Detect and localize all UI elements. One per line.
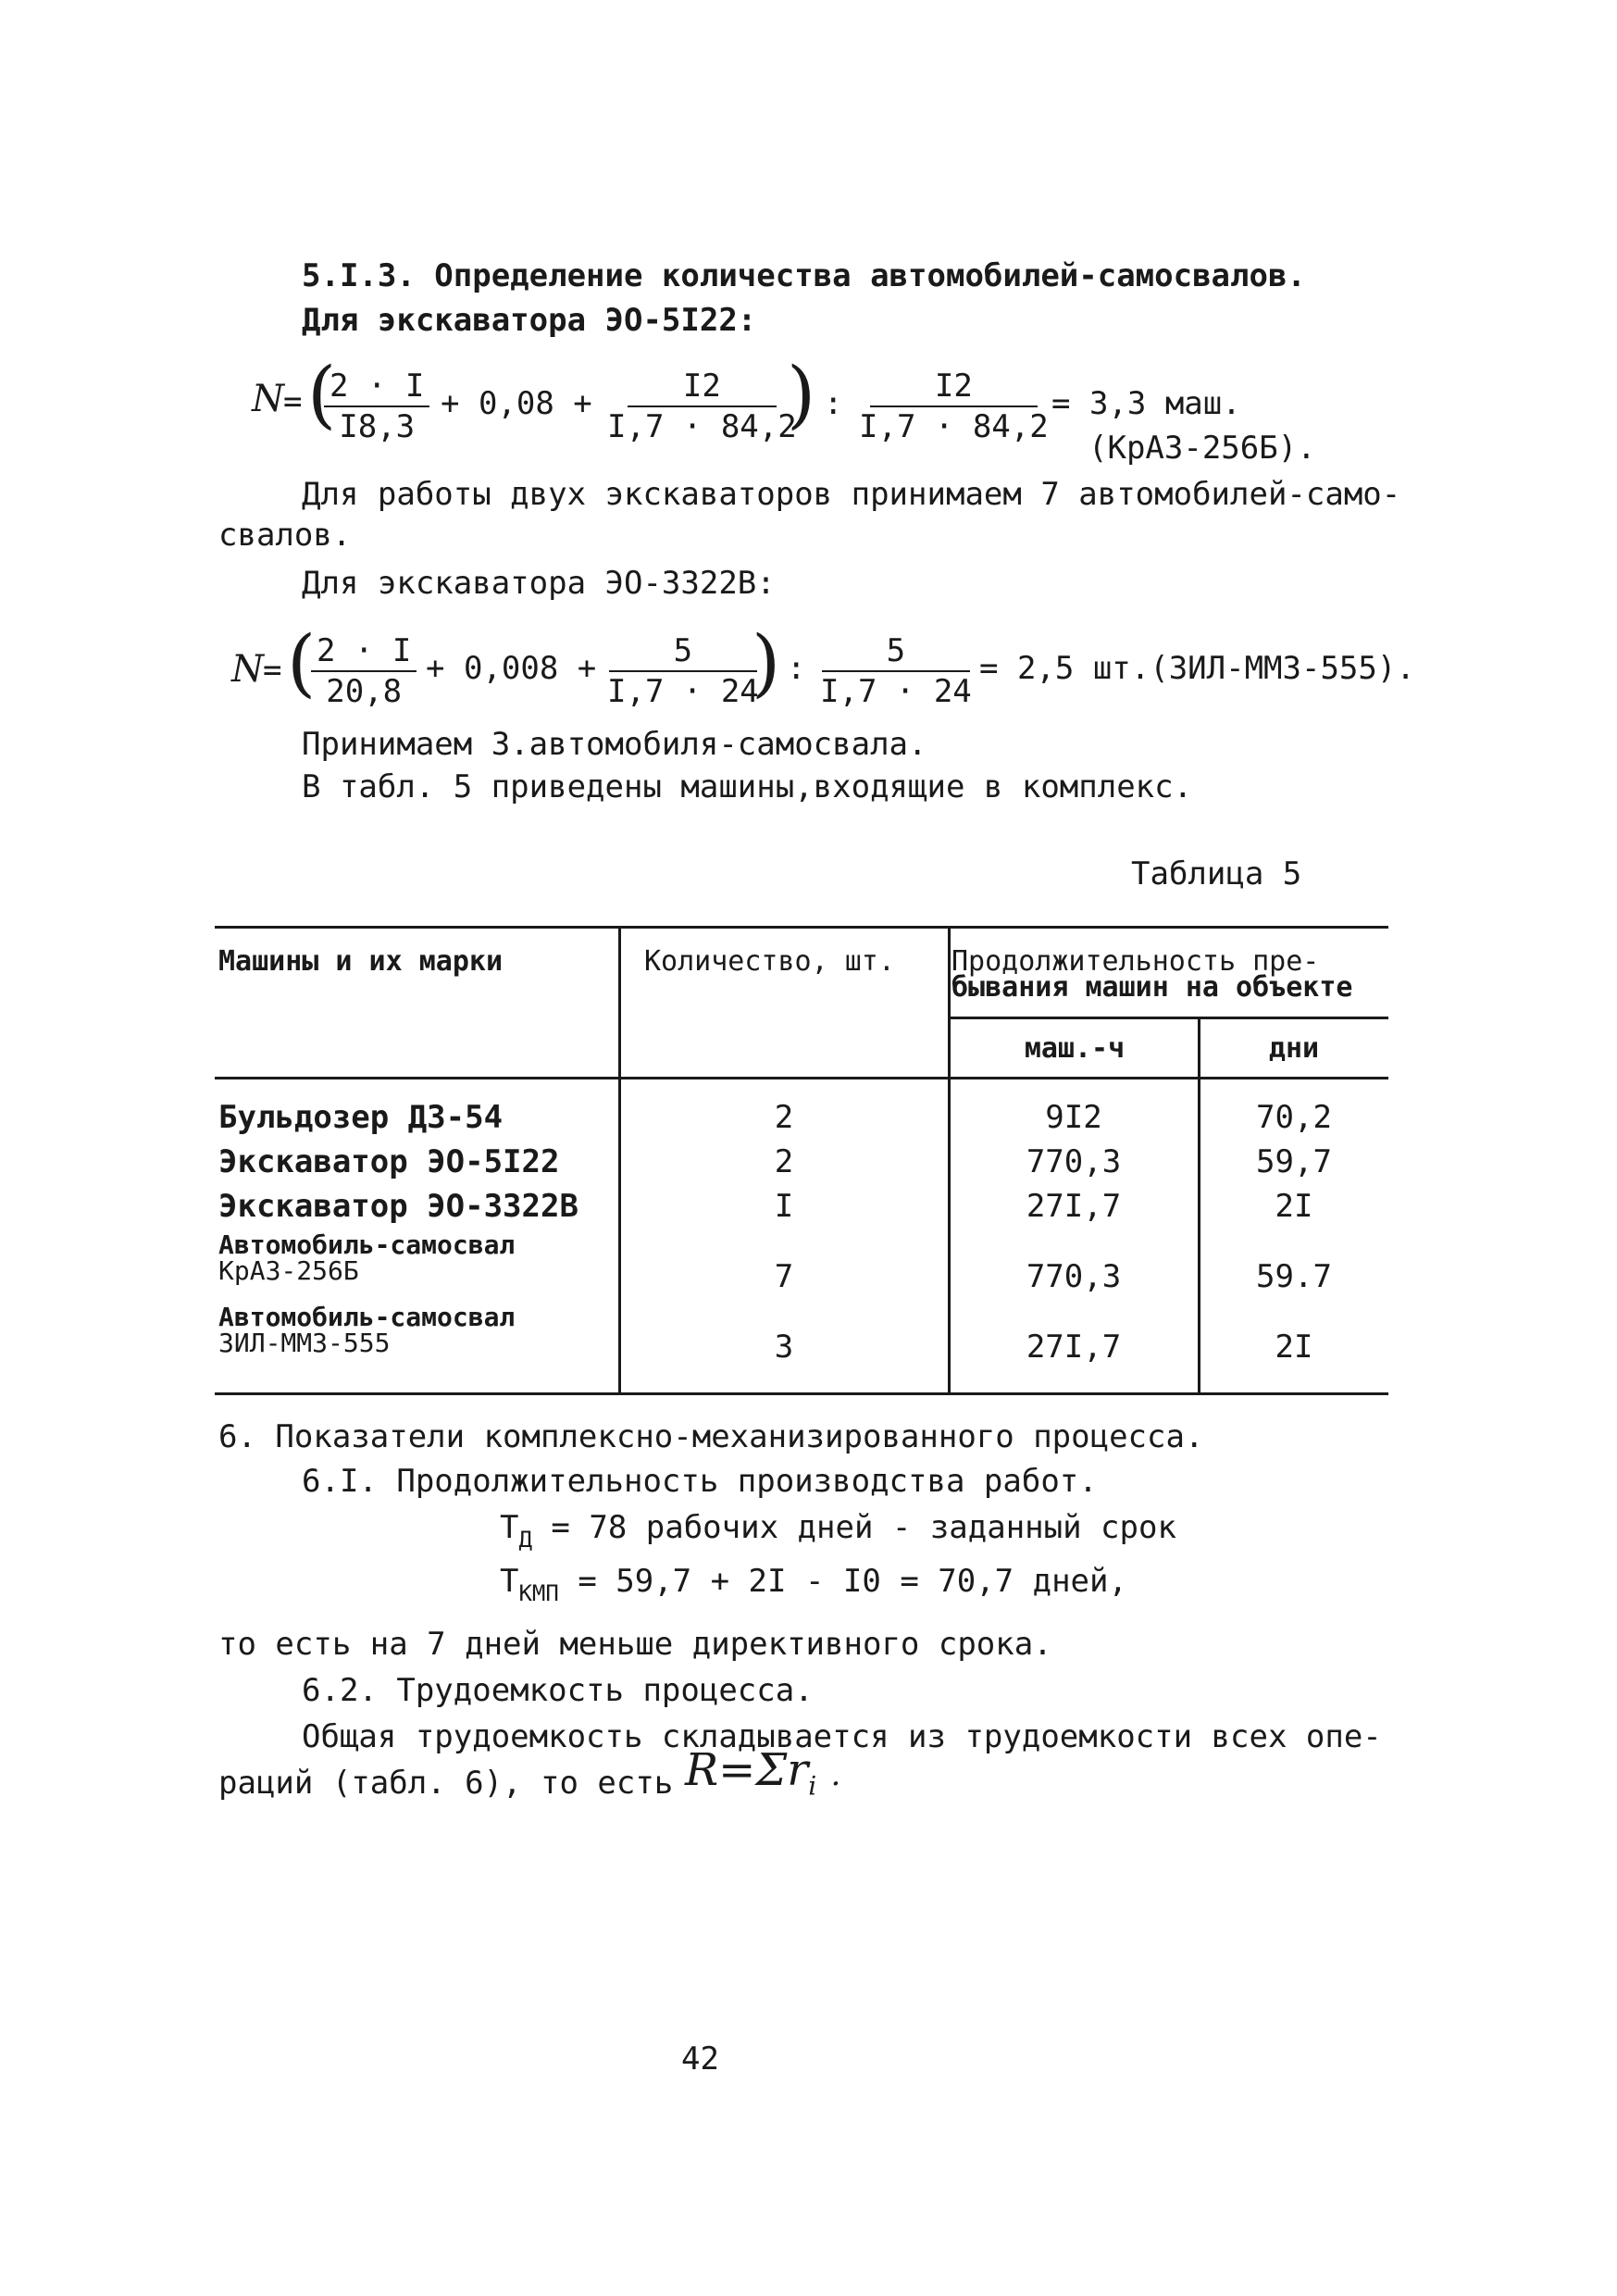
two-excavators-line-1: Для работы двух экскаваторов принимаем 7 автомобилей-само- [302,476,1401,513]
tkmp-subscript: КМП [518,1580,559,1606]
formula-1-lparen: ( [307,351,337,437]
header-duration-line-1: Продолжительность пре- [952,945,1320,978]
row-3-days: 2I [1275,1188,1313,1225]
formula-2-result: = 2,5 шт.(ЗИЛ-ММЗ-555). [979,650,1415,687]
td-rest: = 78 рабочих дней - заданный срок [551,1509,1176,1546]
row-4-qty: 7 [774,1258,794,1295]
section-heading-5-1-3: 5.I.3. Определение количества автомобилей-самосвалов. [302,257,1306,294]
row-4-mash-h: 770,3 [1026,1258,1122,1295]
for-excavator-eo3322: Для экскаватора ЭО-3322В: [302,565,776,602]
formula-2-symbol: N [231,648,264,691]
row-4-name-line-1: Автомобиль-самосвал [218,1229,516,1260]
row-5-name-line-1: Автомобиль-самосвал [218,1302,516,1332]
row-3-qty: I [774,1188,794,1225]
formula-1-symbol: N [252,378,284,420]
formula-2-fraction-3 [815,633,977,709]
two-excavators-line-2: свалов. [218,517,352,554]
formula-1-model: (КрАЗ-256Б). [1088,430,1316,467]
section-heading-6: 6. Показатели комплексно-механизированного процесса. [218,1418,1204,1455]
row-2-name: Экскаватор ЭО-5I22 [218,1143,560,1180]
page-number: 42 [681,2040,719,2078]
formula-2-eq: = [263,652,282,689]
row-2-days: 59,7 [1256,1143,1332,1180]
formula-1-eq: = [283,383,303,420]
formula-2-rparen: ) [752,619,781,705]
formula-1-f1-den: I8,3 [339,408,416,445]
header-days: дни [1268,1032,1320,1065]
td-subscript: Д [518,1527,532,1553]
row-2-mash-h: 770,3 [1026,1143,1122,1180]
row-4-days: 59.7 [1256,1258,1332,1295]
row-1-name: Бульдозер ДЗ-54 [218,1099,504,1136]
total-labor-line-1: Общая трудоемкость складывается из трудоемкости всех опе- [302,1718,1382,1755]
table-top-border [215,926,1388,929]
sum-formula-main: R=Σr [685,1744,809,1796]
formula-2-fraction-2 [602,633,765,709]
row-5-days: 2I [1275,1329,1313,1366]
header-mash-h: маш.-ч [1024,1032,1126,1065]
sum-formula [685,1744,840,1802]
header-machines: Машины и их марки [218,945,504,978]
row-3-name: Экскаватор ЭО-3322В [218,1188,578,1225]
sum-formula-end: . [830,1756,841,1793]
table-intro: В табл. 5 приведены машины,входящие в комплекс. [302,768,1193,805]
row-1-days: 70,2 [1256,1099,1332,1136]
formula-1-colon: : [824,385,843,422]
formula-2-f2-num: 5 [609,633,757,672]
formula-1-result: = 3,3 маш. [1051,385,1241,422]
formula-1-f1-num: 2 · I [324,368,429,407]
sum-formula-sub: i [808,1770,817,1802]
td-line [500,1509,1176,1558]
formula-2-lparen: ( [287,619,317,705]
row-5-mash-h: 27I,7 [1026,1329,1122,1366]
formula-1-fraction-3 [853,368,1054,444]
formula-2-colon: : [787,650,806,687]
less-than-directive: то есть на 7 дней меньше директивного срока. [218,1626,1052,1663]
total-labor-line-2: раций (табл. 6), то есть [218,1765,674,1802]
formula-2-f3-num: 5 [822,633,970,672]
formula-2-f1-num: 2 · I [311,633,417,672]
table-subheader-border [949,1017,1388,1019]
formula-1-f3-den: I,7 · 84,2 [859,408,1049,445]
table-bottom-border [215,1392,1388,1395]
row-1-mash-h: 9I2 [1045,1099,1102,1136]
formula-1-fraction-2 [602,368,802,444]
header-duration-line-2: бывания машин на объекте [952,971,1353,1004]
formula-2-plus: + 0,008 + [426,650,597,687]
row-3-mash-h: 27I,7 [1026,1188,1122,1225]
formula-2-fraction-1 [311,633,417,709]
tkmp-rest: = 59,7 + 2I - I0 = 70,7 дней, [578,1563,1127,1600]
tkmp-symbol: Т [500,1563,519,1600]
tkmp-line [500,1563,1127,1612]
formula-1-f2-num: I2 [628,368,777,407]
row-2-qty: 2 [774,1143,794,1180]
for-excavator-eo5122: Для экскаватора ЭО-5I22: [302,302,757,339]
formula-1-rparen: ) [787,351,816,437]
td-symbol: Т [500,1509,519,1546]
table-caption: Таблица 5 [1131,855,1302,892]
accept-three-trucks: Принимаем 3.автомобиля-самосвала. [302,726,927,763]
formula-1-fraction-1 [324,368,429,444]
row-5-qty: 3 [774,1329,794,1366]
section-6-2: 6.2. Трудоемкость процесса. [302,1672,814,1709]
section-6-1: 6.I. Продолжительность производства работ. [302,1463,1098,1500]
formula-1-f2-den: I,7 · 84,2 [607,408,797,445]
formula-1-f3-num: I2 [870,368,1038,407]
header-quantity: Количество, шт. [644,945,895,978]
formula-2-f3-den: I,7 · 24 [820,673,972,710]
table-header-bottom-border [215,1077,1388,1079]
row-4-name-line-2: КрАЗ-256Б [218,1255,359,1286]
row-1-qty: 2 [774,1099,794,1136]
row-5-name-line-2: ЗИЛ-ММЗ-555 [218,1328,391,1358]
formula-2-f1-den: 20,8 [326,673,403,710]
formula-1-plus: + 0,08 + [441,385,592,422]
formula-2-f2-den: I,7 · 24 [607,673,759,710]
